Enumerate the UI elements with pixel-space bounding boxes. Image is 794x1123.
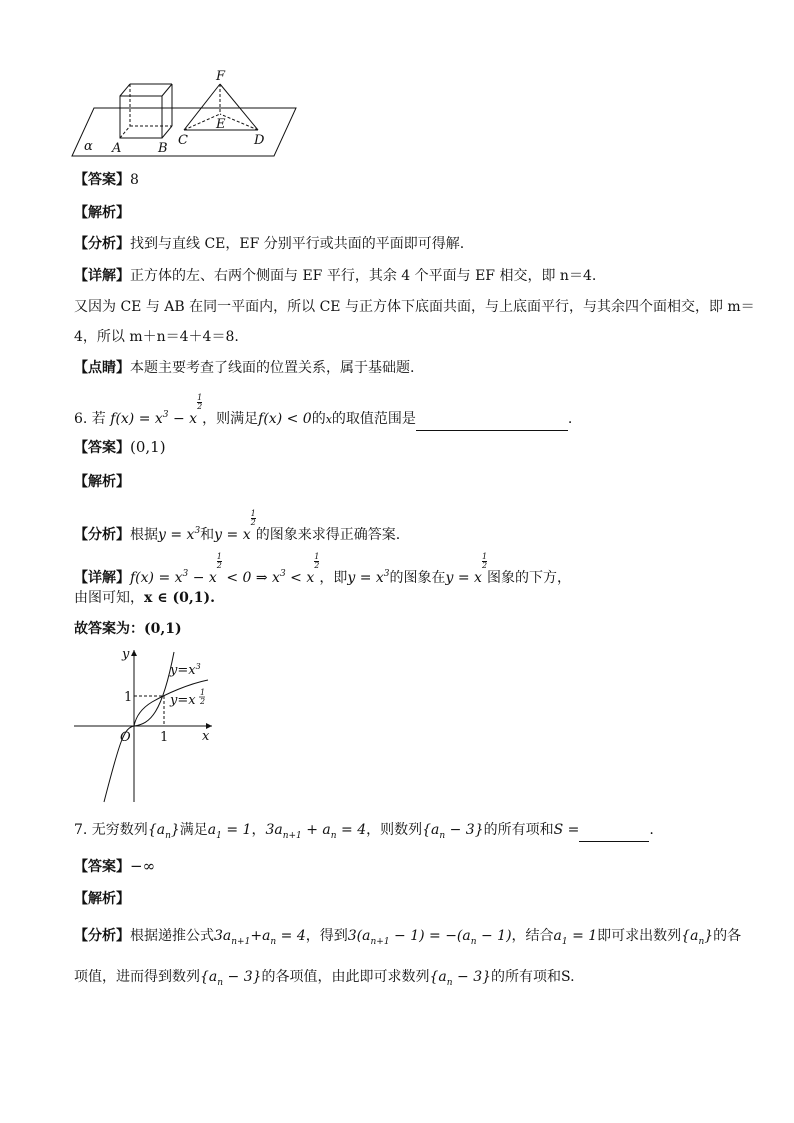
curve-cube bbox=[104, 652, 174, 802]
q6-condition: f(x) < 0 bbox=[258, 411, 312, 427]
function-graph bbox=[70, 644, 220, 804]
answer-tag: 【答案】 bbox=[74, 172, 130, 188]
q7-a1-2: $a_1 = 1$ bbox=[553, 928, 598, 947]
q7-recurrence-2: $3a_{n+1}+a_n = 4$ bbox=[214, 928, 306, 947]
q7-answer-blank bbox=[579, 841, 649, 842]
q7-transform: $3(a_{n+1} - 1) = -(a_n - 1)$ bbox=[347, 928, 512, 947]
q7-S-eq: S = bbox=[553, 822, 580, 838]
q6-final-answer: 故答案为：(0,1) bbox=[74, 621, 182, 637]
fenxi-tag: 【分析】 bbox=[74, 236, 130, 252]
q7-fenxi-m2: ，结合 bbox=[511, 928, 554, 944]
answer-tag: 【答案】 bbox=[74, 440, 130, 456]
q6-stem-tail: 的取值范围是 bbox=[331, 411, 416, 427]
q6-xiangjie-in: 的图象在 bbox=[389, 570, 446, 586]
q7-stem-m4: 的所有项和 bbox=[483, 822, 554, 838]
q7-fenxi-m4: 的各 bbox=[713, 928, 742, 944]
q7-line2 bbox=[74, 967, 575, 989]
q7-line2-m1: 的各项值，由此即可求数列 bbox=[261, 969, 430, 985]
q6-xiangjie-line bbox=[74, 553, 571, 590]
q7-seq-an-3: $\{a_n - 3\}$ bbox=[422, 822, 484, 841]
fenxi-tag: 【分析】 bbox=[74, 527, 130, 543]
q6-var-x: x bbox=[325, 413, 332, 426]
y-axis-label: y bbox=[122, 647, 130, 662]
q6-y-root-2: y = x $\frac{1}{2}$ bbox=[445, 552, 488, 586]
q6-fenxi-and: 和 bbox=[200, 527, 215, 543]
q6-from-math: x ∈ (0,1). bbox=[144, 590, 215, 606]
q6-analysis-tag: 【解析】 bbox=[74, 474, 130, 490]
q7-line2-m2: 的所有项和S. bbox=[491, 969, 575, 985]
q6-stem-mid: ，则满足 bbox=[202, 411, 259, 427]
q5-analysis-tag: 【解析】 bbox=[74, 205, 130, 221]
q7-seq-an-2: $\{a_n\}$ bbox=[681, 928, 714, 947]
q6-xiangjie-post: 图象的下方， bbox=[487, 570, 572, 586]
q5-answer: 8 bbox=[130, 172, 139, 188]
q7-analysis-tag: 【解析】 bbox=[74, 891, 130, 907]
one-y-label: 1 bbox=[124, 690, 133, 705]
q6-stem-pre: 6. 若 bbox=[74, 411, 106, 427]
q5-dianjing-line bbox=[74, 358, 414, 378]
q6-y-root: y = x $\frac{1}{2}$ bbox=[214, 509, 256, 543]
label-C: C bbox=[178, 133, 188, 148]
origin-label: O bbox=[120, 730, 131, 745]
label-A: A bbox=[112, 141, 122, 156]
q6-from-text: 由图可知， bbox=[74, 590, 144, 606]
label-F: F bbox=[216, 69, 226, 84]
q6-stem: 6. 若 $f(x) = x^3 - x$ $\frac{1}{2}$ ，则满足f(x) < 0的x的取值范围是 . bbox=[74, 394, 572, 431]
xiangjie-tag: 【详解】 bbox=[74, 268, 130, 284]
q7-recurrence: $3a_{n+1} + a_n = 4$ bbox=[265, 822, 367, 841]
q6-y-cube-2: $y = x^3$ bbox=[347, 569, 390, 586]
one-x-label: 1 bbox=[160, 730, 169, 745]
q6-answer-blank bbox=[416, 430, 568, 431]
curve-cube-label: $y=x^3$ bbox=[170, 662, 201, 678]
fenxi-tag: 【分析】 bbox=[74, 928, 130, 944]
q5-xiangjie-line bbox=[74, 266, 596, 286]
q6-inequality: $f(x) = x^3 - x$ $\frac{1}{2}$ < 0 ⇒ $x^3 < x$ $\frac{1}{2}$ bbox=[130, 552, 320, 586]
q6-answer: (0,1) bbox=[130, 438, 166, 456]
xiangjie-tag: 【详解】 bbox=[74, 570, 130, 586]
q6-fenxi-pre: 根据 bbox=[130, 527, 158, 543]
q6-fenxi-line bbox=[74, 510, 400, 547]
root-exp-num: 1 bbox=[200, 688, 206, 697]
q7-fenxi-m1: ，得到 bbox=[305, 928, 348, 944]
q6-answer-line bbox=[74, 437, 166, 458]
q5-line2: 又因为 CE 与 AB 在同一平面内，所以 CE 与正方体下底面共面，与上底面平行，与其余四个面相交，即 m＝ bbox=[74, 299, 755, 315]
q7-answer: −∞ bbox=[130, 857, 156, 875]
q6-y-cube: $y = x^3$ bbox=[158, 526, 201, 543]
q6-from-graph-line bbox=[74, 588, 215, 608]
q7-stem: 7. 无穷数列$\{a_n\}$满足$a_1 = 1$，$3a_{n+1} + a_n = 4$，则数列$\{a_n - 3\}$的所有项和S = . bbox=[74, 822, 654, 841]
q5-xiangjie-1: 正方体的左、右两个侧面与 EF 平行，其余 4 个平面与 EF 相交，即 n＝4. bbox=[130, 268, 597, 284]
q7-stem-pre: 7. 无穷数列 bbox=[74, 822, 148, 838]
q6-xiangjie-mid: ，即 bbox=[319, 570, 348, 586]
q7-stem-m1: 满足 bbox=[179, 822, 208, 838]
q5-fenxi: 找到与直线 CE，EF 分别平行或共面的平面即可得解. bbox=[130, 236, 465, 252]
plane-alpha bbox=[72, 108, 296, 156]
cube-front bbox=[120, 96, 162, 138]
q7-seq-an-3-c: $\{a_n - 3\}$ bbox=[429, 969, 492, 988]
label-D: D bbox=[254, 133, 265, 148]
root-exp-den: 2 bbox=[200, 697, 206, 706]
curve-root-label: y=x bbox=[170, 693, 196, 708]
q7-a1: $a_1 = 1$ bbox=[207, 822, 252, 841]
label-E: E bbox=[216, 117, 226, 132]
dianjing-tag: 【点睛】 bbox=[74, 360, 130, 376]
q7-stem-m3: ，则数列 bbox=[366, 822, 423, 838]
q7-stem-m2: ， bbox=[251, 822, 266, 838]
q7-line2-pre: 项值，进而得到数列 bbox=[74, 969, 200, 985]
q6-fenxi-post: 的图象来求得正确答案. bbox=[255, 527, 401, 543]
q5-line3: 4，所以 m＋n＝4＋4＝8. bbox=[74, 329, 239, 345]
q7-seq-an-3-b: $\{a_n - 3\}$ bbox=[200, 969, 262, 988]
q5-dianjing: 本题主要考查了线面的位置关系，属于基础题. bbox=[130, 360, 415, 376]
x-axis-label: x bbox=[202, 729, 210, 744]
q5-answer-line bbox=[74, 170, 139, 190]
label-B: B bbox=[158, 141, 168, 156]
label-alpha: α bbox=[84, 139, 93, 154]
q7-fenxi-m3: 即可求出数列 bbox=[597, 928, 682, 944]
q6-function-def: $f(x) = x^3 - x$ $\frac{1}{2}$ bbox=[110, 393, 203, 427]
q7-fenxi-line bbox=[74, 926, 741, 948]
q5-fenxi-line bbox=[74, 234, 464, 254]
answer-tag: 【答案】 bbox=[74, 859, 130, 875]
q7-fenxi-pre: 根据递推公式 bbox=[130, 928, 214, 944]
q6-stem-post: 的 bbox=[311, 411, 326, 427]
q7-seq-an: $\{a_n\}$ bbox=[147, 822, 180, 841]
cube-tetrahedron-figure bbox=[70, 64, 306, 160]
q7-answer-line bbox=[74, 856, 155, 877]
